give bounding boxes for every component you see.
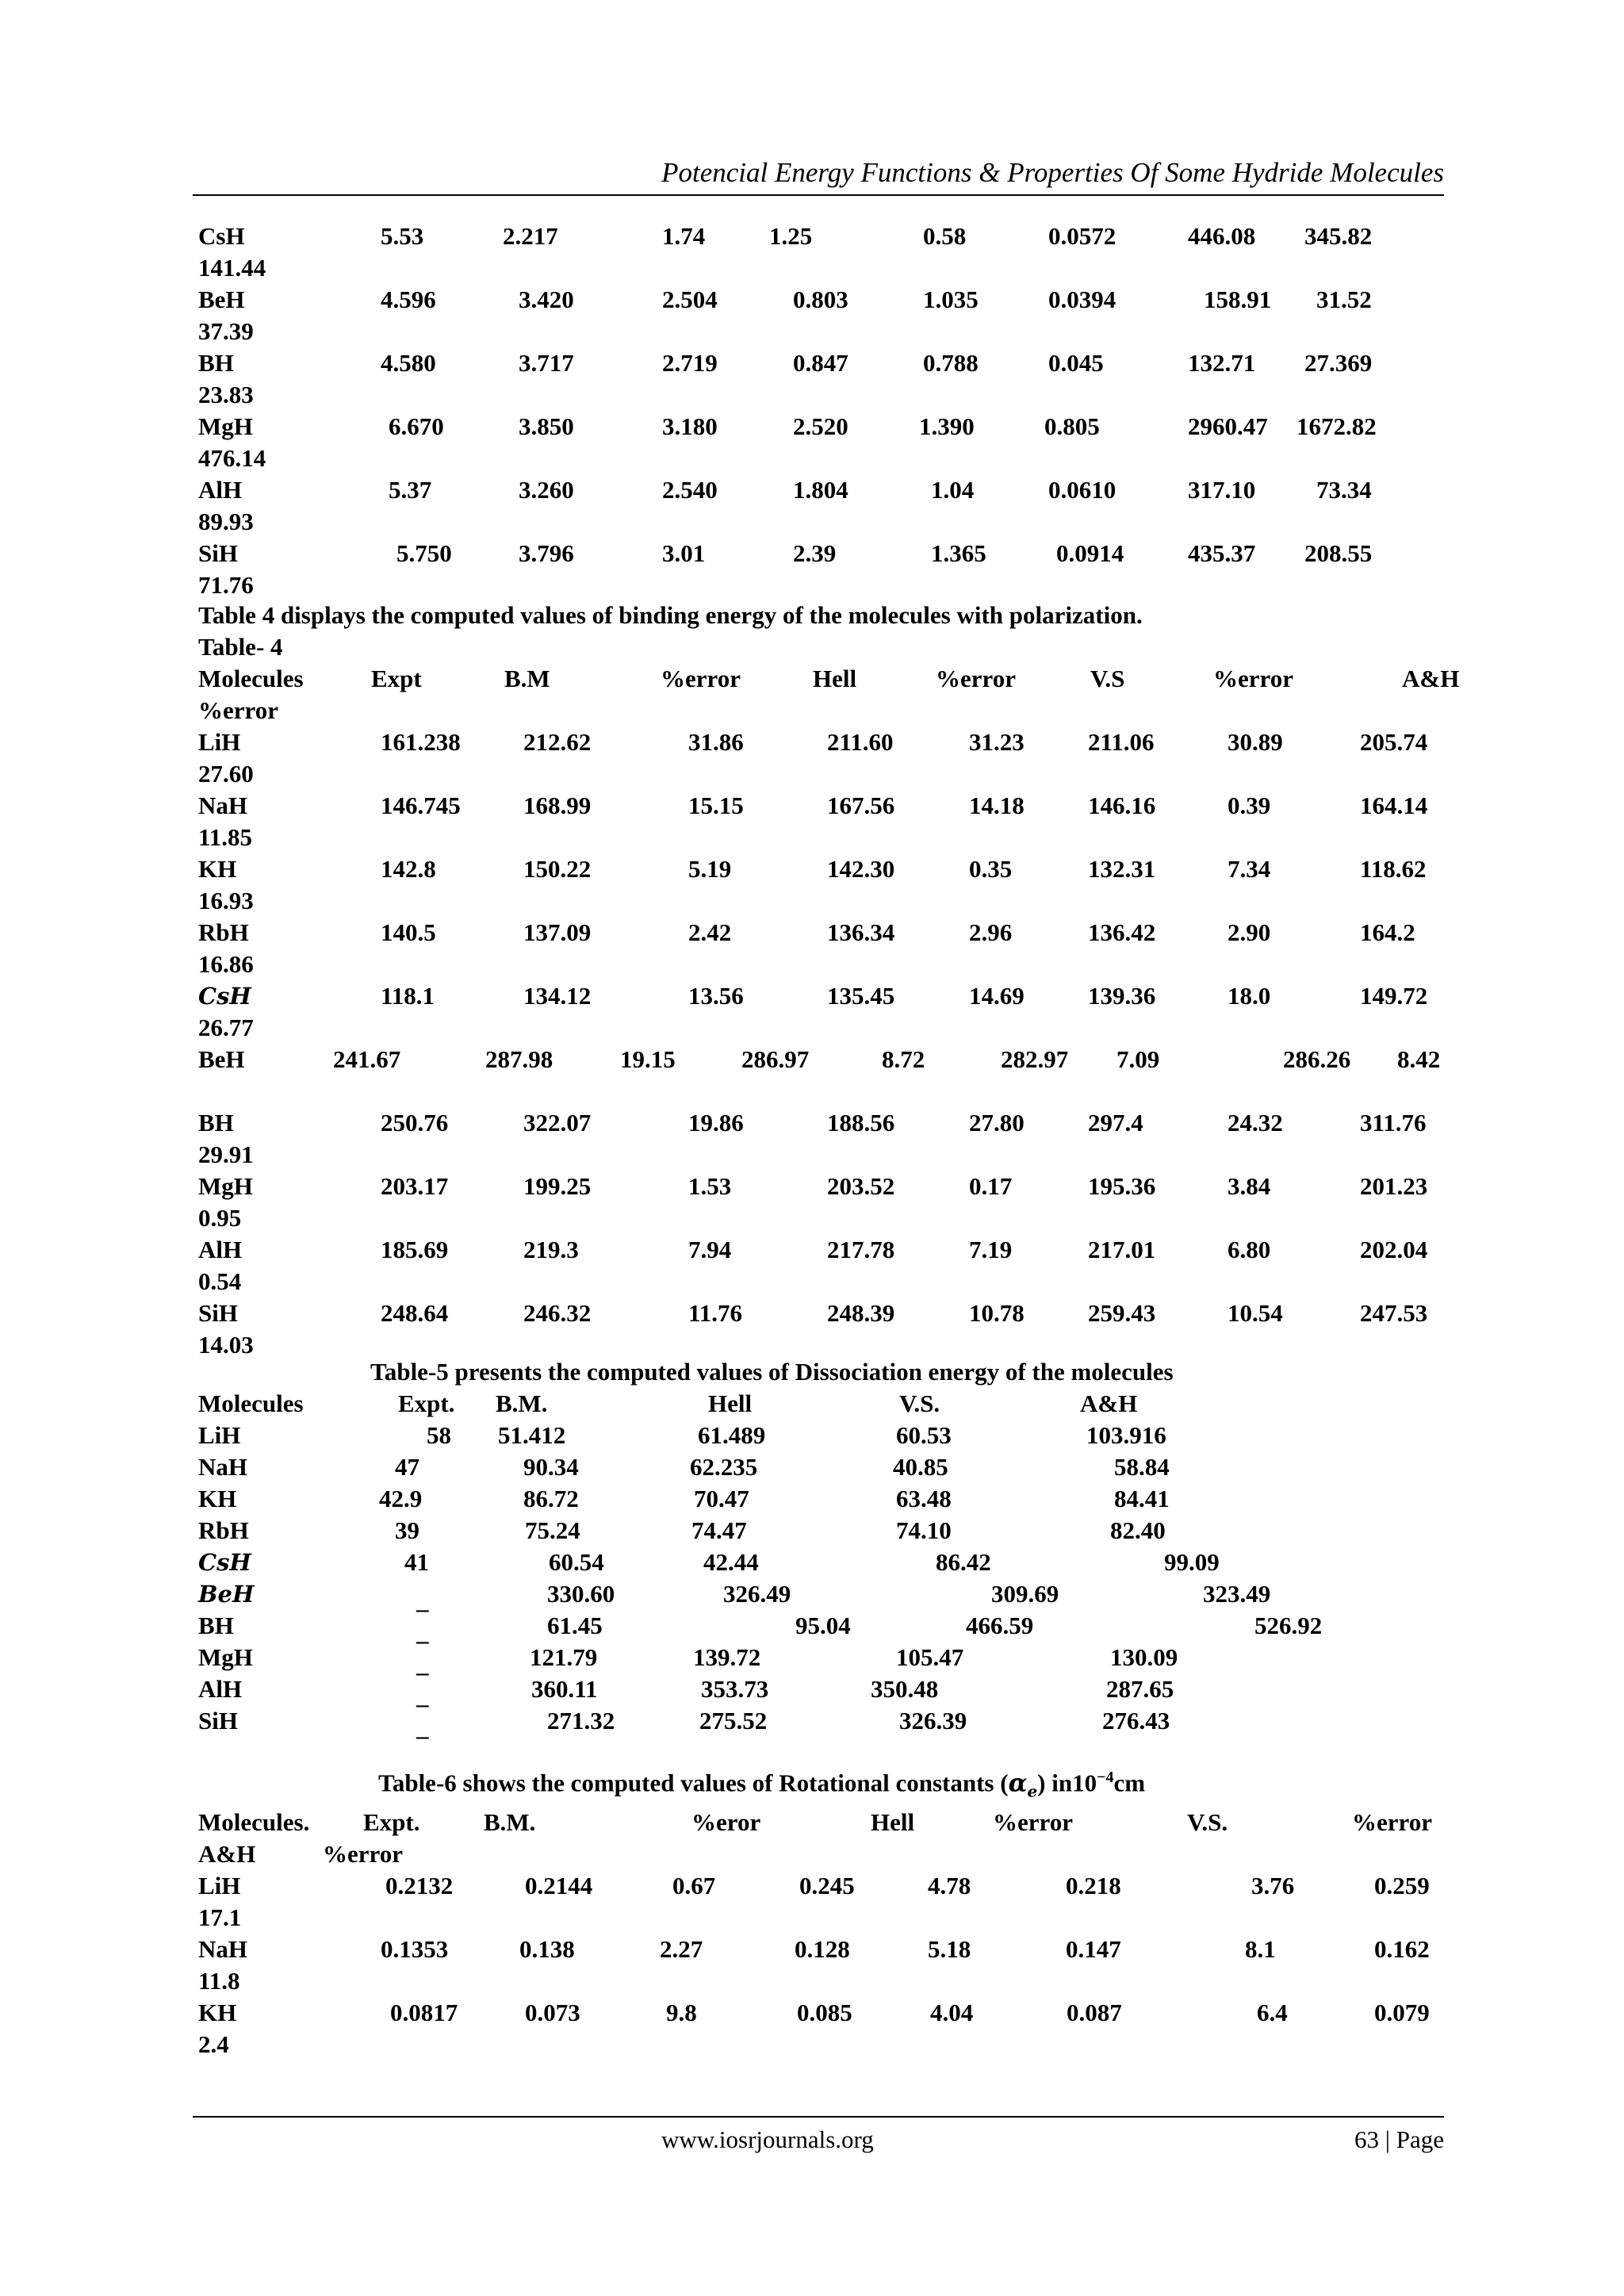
table3-cell: 435.37 bbox=[1188, 539, 1256, 567]
table5-cell: 330.60 bbox=[547, 1580, 615, 1608]
table4-cell-wrapped: 16.86 bbox=[198, 950, 254, 978]
table4-cell: 164.14 bbox=[1360, 792, 1428, 819]
table4-cell-wrapped: 26.77 bbox=[198, 1014, 254, 1041]
table4-cell: 13.56 bbox=[688, 982, 744, 1010]
table6-cell: 0.085 bbox=[797, 1999, 852, 2026]
table4-cell: 134.12 bbox=[523, 982, 592, 1010]
table3-cell: 0.788 bbox=[923, 349, 979, 377]
table6-header-wrapped: A&H bbox=[198, 1840, 256, 1868]
table6-row-label: LiH bbox=[198, 1872, 241, 1899]
table5-row-label: LiH bbox=[198, 1421, 241, 1449]
table6-cell: 8.1 bbox=[1245, 1935, 1276, 1963]
table4-cell: 219.3 bbox=[523, 1236, 579, 1263]
table6-header: %error bbox=[993, 1808, 1073, 1836]
table4-cell: 286.97 bbox=[741, 1045, 810, 1073]
table5-cell: _ bbox=[416, 1713, 429, 1741]
table4-header: %error bbox=[936, 665, 1016, 692]
table4-cell: 14.18 bbox=[969, 792, 1025, 819]
table5-header: A&H bbox=[1080, 1389, 1138, 1417]
table3-cell: 1.04 bbox=[931, 476, 975, 504]
table5-cell: 82.40 bbox=[1110, 1516, 1166, 1544]
table4-cell: 142.30 bbox=[827, 855, 895, 883]
table6-cell: 5.18 bbox=[928, 1935, 971, 1963]
table3-cell: 73.34 bbox=[1316, 476, 1372, 504]
table3-cell: 0.803 bbox=[793, 286, 848, 313]
table3-cell: 2960.47 bbox=[1188, 412, 1268, 440]
table3-cell: 0.045 bbox=[1048, 349, 1104, 377]
table3-cell: 4.580 bbox=[381, 349, 436, 377]
table3-cell: 3.420 bbox=[519, 286, 574, 313]
table3-cell: 3.01 bbox=[662, 539, 706, 567]
table4-cell: 6.80 bbox=[1228, 1236, 1271, 1263]
table4-cell: 164.2 bbox=[1360, 918, 1415, 946]
table5-cell: 95.04 bbox=[795, 1612, 851, 1639]
table5-cell: _ bbox=[416, 1586, 429, 1614]
table5-header: Hell bbox=[708, 1389, 753, 1417]
table3-cell: 4.596 bbox=[381, 286, 436, 313]
table4-header: %error bbox=[1213, 665, 1293, 692]
table6-cell-wrapped: 11.8 bbox=[198, 1967, 240, 1995]
table6-header: Hell bbox=[871, 1808, 915, 1836]
table4-cell: 142.8 bbox=[381, 855, 436, 883]
table3-row-label: CsH bbox=[198, 222, 245, 250]
table4-cell: 15.15 bbox=[688, 792, 744, 819]
table4-header: V.S bbox=[1090, 665, 1125, 692]
table3-cell: 2.217 bbox=[503, 222, 558, 250]
table4-cell: 203.17 bbox=[381, 1172, 449, 1200]
table5-cell: 90.34 bbox=[523, 1453, 579, 1481]
table4-cell: 0.35 bbox=[969, 855, 1013, 883]
table4-row-label: AlH bbox=[198, 1236, 243, 1263]
table3-cell-wrapped: 23.83 bbox=[198, 381, 254, 408]
table4-cell: 7.94 bbox=[688, 1236, 732, 1263]
table5-cell: _ bbox=[416, 1650, 429, 1677]
table4-header: Expt bbox=[371, 665, 422, 692]
table4-cell: 7.34 bbox=[1228, 855, 1271, 883]
table4-cell: 0.39 bbox=[1228, 792, 1271, 819]
table4-cell: 10.78 bbox=[969, 1299, 1025, 1327]
table4-cell: 322.07 bbox=[523, 1109, 592, 1137]
table3-cell: 1672.82 bbox=[1297, 412, 1377, 440]
table5-cell: 41 bbox=[404, 1548, 429, 1576]
table5-cell: 74.47 bbox=[691, 1516, 747, 1544]
table4-cell: 19.15 bbox=[620, 1045, 676, 1073]
table4-cell: 136.42 bbox=[1088, 918, 1156, 946]
table4-cell: 10.54 bbox=[1228, 1299, 1283, 1327]
table5-cell: 326.49 bbox=[723, 1580, 791, 1608]
table3-cell: 2.540 bbox=[662, 476, 718, 504]
table4-cell: 7.09 bbox=[1116, 1045, 1160, 1073]
table5-cell: 70.47 bbox=[694, 1485, 749, 1512]
footer-page-number: 63 | Page bbox=[1354, 2125, 1444, 2153]
table5-cell: 40.85 bbox=[893, 1453, 948, 1481]
table6-header: Molecules. bbox=[198, 1808, 310, 1836]
table4-cell: 150.22 bbox=[523, 855, 592, 883]
table4-row-label: RbH bbox=[198, 918, 249, 946]
table3-cell: 0.58 bbox=[923, 222, 967, 250]
table4-cell: 246.32 bbox=[523, 1299, 592, 1327]
table6-cell: 0.128 bbox=[795, 1935, 850, 1963]
table3-cell: 0.0394 bbox=[1048, 286, 1116, 313]
table4-cell: 168.99 bbox=[523, 792, 592, 819]
table4-cell: 188.56 bbox=[827, 1109, 895, 1137]
table6-cell: 3.76 bbox=[1251, 1872, 1295, 1899]
table5-row-label: AlH bbox=[198, 1675, 243, 1703]
table3-cell: 5.750 bbox=[396, 539, 452, 567]
table5-cell: 42.9 bbox=[379, 1485, 423, 1512]
table4-row-label: CsH bbox=[198, 983, 251, 1010]
table3-cell: 1.804 bbox=[793, 476, 848, 504]
table5-cell: 276.43 bbox=[1102, 1707, 1170, 1734]
table5-cell: 103.916 bbox=[1086, 1421, 1166, 1449]
table5-cell: 58.84 bbox=[1114, 1453, 1170, 1481]
table3-cell: 446.08 bbox=[1188, 222, 1256, 250]
table3-row-label: AlH bbox=[198, 476, 243, 504]
table5-cell: 287.65 bbox=[1106, 1675, 1174, 1703]
table6-header: B.M. bbox=[484, 1808, 536, 1836]
table4-cell: 211.06 bbox=[1088, 728, 1155, 756]
table4-cell-wrapped: 14.03 bbox=[198, 1331, 254, 1359]
table3-cell: 0.0572 bbox=[1048, 222, 1116, 250]
table3-cell-wrapped: 476.14 bbox=[198, 444, 266, 472]
table5-cell: 139.72 bbox=[693, 1643, 761, 1671]
table4-cell: 250.76 bbox=[381, 1109, 449, 1137]
table3-cell: 158.91 bbox=[1204, 286, 1272, 313]
table5-row-label: NaH bbox=[198, 1453, 247, 1481]
table4-row-label: LiH bbox=[198, 728, 241, 756]
table5-cell: 42.44 bbox=[703, 1548, 759, 1576]
table4-cell: 203.52 bbox=[827, 1172, 895, 1200]
table3-cell: 345.82 bbox=[1304, 222, 1373, 250]
table5-cell: 60.53 bbox=[896, 1421, 952, 1449]
table6-row-label: NaH bbox=[198, 1935, 247, 1963]
table4-cell: 11.76 bbox=[688, 1299, 743, 1327]
table6-cell: 0.218 bbox=[1066, 1872, 1121, 1899]
table5-cell: 60.54 bbox=[549, 1548, 604, 1576]
table4-cell: 2.90 bbox=[1228, 918, 1271, 946]
table3-cell: 132.71 bbox=[1188, 349, 1256, 377]
table5-cell: 323.49 bbox=[1203, 1580, 1271, 1608]
table4-header: B.M bbox=[504, 665, 550, 692]
table4-cell-wrapped: 27.60 bbox=[198, 760, 254, 788]
table6-caption: Table-6 shows the computed values of Rotational constants $(\alpha_e)$ $in10^{-4}cm$ bbox=[378, 1769, 1146, 1801]
table5-row-label: BeH bbox=[198, 1581, 255, 1608]
table4-cell: 14.69 bbox=[969, 982, 1025, 1010]
table3-cell-wrapped: 37.39 bbox=[198, 317, 254, 345]
table4-cell: 282.97 bbox=[1001, 1045, 1069, 1073]
table5-header: B.M. bbox=[496, 1389, 548, 1417]
table4-cell: 195.36 bbox=[1088, 1172, 1156, 1200]
footer-website: www.iosrjournals.org bbox=[661, 2125, 874, 2153]
table3-cell: 0.0914 bbox=[1056, 539, 1124, 567]
table4-cell: 287.98 bbox=[485, 1045, 553, 1073]
table5-cell: 309.69 bbox=[991, 1580, 1059, 1608]
table4-cell: 8.72 bbox=[882, 1045, 925, 1073]
table5-cell: 360.11 bbox=[531, 1675, 598, 1703]
table4-cell: 167.56 bbox=[827, 792, 895, 819]
table3-cell: 2.520 bbox=[793, 412, 848, 440]
table4-cell-wrapped: 0.95 bbox=[198, 1204, 242, 1232]
running-header: Potencial Energy Functions & Properties Of Some Hydride Molecules bbox=[661, 157, 1444, 188]
table4-row-label: BeH bbox=[198, 1045, 245, 1073]
table6-row-label: KH bbox=[198, 1999, 237, 2026]
table4-row-label: KH bbox=[198, 855, 237, 883]
table5-row-label: MgH bbox=[198, 1643, 253, 1671]
table5-cell: 275.52 bbox=[699, 1707, 768, 1734]
table6-cell: 0.073 bbox=[525, 1999, 580, 2026]
table3-cell: 3.796 bbox=[519, 539, 574, 567]
table6-header: Expt. bbox=[363, 1808, 420, 1836]
table4-cell: 146.745 bbox=[381, 792, 461, 819]
table6-cell-wrapped: 2.4 bbox=[198, 2030, 229, 2058]
table6-cell: 0.162 bbox=[1374, 1935, 1430, 1963]
table5-cell: 74.10 bbox=[896, 1516, 952, 1544]
table4-cell: 2.96 bbox=[969, 918, 1013, 946]
table5-cell: 62.235 bbox=[690, 1453, 758, 1481]
table5-cell: 353.73 bbox=[701, 1675, 769, 1703]
table3-row-label: SiH bbox=[198, 539, 238, 567]
table4-header: A&H bbox=[1402, 665, 1460, 692]
table4-cell: 202.04 bbox=[1360, 1236, 1428, 1263]
table3-cell-wrapped: 89.93 bbox=[198, 508, 254, 535]
table5-cell: 61.489 bbox=[698, 1421, 766, 1449]
table4-row-label: NaH bbox=[198, 792, 247, 819]
table4-cell: 135.45 bbox=[827, 982, 895, 1010]
table3-row-label: BH bbox=[198, 349, 234, 377]
table4-cell: 161.238 bbox=[381, 728, 461, 756]
table4-intro: Table 4 displays the computed values of binding energy of the molecules with polarization. bbox=[198, 601, 1143, 629]
table6-cell: 0.67 bbox=[672, 1872, 716, 1899]
table3-cell: 5.53 bbox=[381, 222, 424, 250]
table5-caption: Table-5 presents the computed values of Dissociation energy of the molecules bbox=[370, 1358, 1174, 1386]
table4-cell: 2.42 bbox=[688, 918, 732, 946]
table5-row-label: KH bbox=[198, 1485, 237, 1512]
table4-cell: 185.69 bbox=[381, 1236, 449, 1263]
table4-cell: 212.62 bbox=[523, 728, 592, 756]
table3-cell: 27.369 bbox=[1304, 349, 1373, 377]
table6-cell: 0.2132 bbox=[385, 1872, 454, 1899]
table4-header: Hell bbox=[813, 665, 857, 692]
table3-cell-wrapped: 141.44 bbox=[198, 254, 266, 282]
table4-cell: 7.19 bbox=[969, 1236, 1013, 1263]
table5-cell: 350.48 bbox=[871, 1675, 939, 1703]
table5-cell: 86.72 bbox=[523, 1485, 579, 1512]
table5-cell: 326.39 bbox=[899, 1707, 967, 1734]
table5-cell: _ bbox=[416, 1618, 429, 1646]
table6-cell: 0.259 bbox=[1374, 1872, 1430, 1899]
table4-row-label: BH bbox=[198, 1109, 234, 1137]
table3-cell: 3.717 bbox=[519, 349, 574, 377]
table4-cell: 205.74 bbox=[1360, 728, 1428, 756]
table5-cell: 271.32 bbox=[547, 1707, 615, 1734]
table4-cell: 31.86 bbox=[688, 728, 744, 756]
table4-cell: 27.80 bbox=[969, 1109, 1025, 1137]
table4-cell: 19.86 bbox=[688, 1109, 744, 1137]
table4-header: Molecules bbox=[198, 665, 304, 692]
table5-cell: 86.42 bbox=[936, 1548, 991, 1576]
table4-header: %error bbox=[661, 665, 741, 692]
table4-cell: 5.19 bbox=[688, 855, 732, 883]
table5-cell: 105.47 bbox=[896, 1643, 964, 1671]
table3-cell: 1.365 bbox=[931, 539, 986, 567]
table4-cell: 248.39 bbox=[827, 1299, 895, 1327]
table3-cell: 5.37 bbox=[389, 476, 432, 504]
table3-cell: 1.74 bbox=[662, 222, 706, 250]
table4-cell: 3.84 bbox=[1228, 1172, 1271, 1200]
table5-cell: _ bbox=[416, 1681, 429, 1709]
table6-cell: 0.2144 bbox=[525, 1872, 593, 1899]
table5-header: V.S. bbox=[899, 1389, 940, 1417]
table4-row-label: SiH bbox=[198, 1299, 238, 1327]
footer-rule bbox=[193, 2116, 1444, 2118]
table6-cell: 0.245 bbox=[799, 1872, 855, 1899]
table5-cell: 84.41 bbox=[1114, 1485, 1170, 1512]
table3-row-label: MgH bbox=[198, 412, 253, 440]
table4-cell: 217.01 bbox=[1088, 1236, 1156, 1263]
table3-cell: 3.180 bbox=[662, 412, 718, 440]
table4-cell: 137.09 bbox=[523, 918, 592, 946]
table3-row-label: BeH bbox=[198, 286, 245, 313]
table5-row-label: CsH bbox=[198, 1549, 251, 1576]
table4-cell-wrapped: 11.85 bbox=[198, 823, 253, 851]
table4-cell: 201.23 bbox=[1360, 1172, 1428, 1200]
table3-cell: 2.39 bbox=[793, 539, 837, 567]
table6-cell: 6.4 bbox=[1257, 1999, 1288, 2026]
table4-cell: 286.26 bbox=[1283, 1045, 1351, 1073]
table4-cell: 118.62 bbox=[1360, 855, 1427, 883]
table4-cell: 199.25 bbox=[523, 1172, 592, 1200]
table4-cell: 217.78 bbox=[827, 1236, 895, 1263]
table6-header: %eror bbox=[691, 1808, 761, 1836]
table6-header-wrapped: %error bbox=[323, 1840, 403, 1868]
table5-cell: 39 bbox=[395, 1516, 419, 1544]
table4-cell: 139.36 bbox=[1088, 982, 1156, 1010]
table6-cell: 4.04 bbox=[930, 1999, 974, 2026]
table6-cell: 2.27 bbox=[660, 1935, 703, 1963]
table5-row-label: RbH bbox=[198, 1516, 249, 1544]
table5-cell: 121.79 bbox=[530, 1643, 598, 1671]
table5-row-label: BH bbox=[198, 1612, 234, 1639]
table6-cell: 0.079 bbox=[1374, 1999, 1430, 2026]
table4-cell: 8.42 bbox=[1397, 1045, 1441, 1073]
table6-cell: 0.1353 bbox=[381, 1935, 449, 1963]
table5-cell: 51.412 bbox=[498, 1421, 566, 1449]
table4-cell: 30.89 bbox=[1228, 728, 1283, 756]
table4-cell: 118.1 bbox=[381, 982, 435, 1010]
table4-cell: 24.32 bbox=[1228, 1109, 1283, 1137]
table3-cell: 317.10 bbox=[1188, 476, 1256, 504]
table6-cell: 9.8 bbox=[666, 1999, 697, 2026]
table5-header: Molecules bbox=[198, 1389, 304, 1417]
table6-cell-wrapped: 17.1 bbox=[198, 1903, 242, 1931]
table5-row-label: SiH bbox=[198, 1707, 238, 1734]
table3-cell-wrapped: 71.76 bbox=[198, 571, 254, 599]
table4-cell: 248.64 bbox=[381, 1299, 449, 1327]
table3-cell: 6.670 bbox=[389, 412, 444, 440]
table4-cell: 211.60 bbox=[827, 728, 894, 756]
table3-cell: 31.52 bbox=[1316, 286, 1372, 313]
table5-cell: 130.09 bbox=[1110, 1643, 1178, 1671]
table4-cell: 140.5 bbox=[381, 918, 436, 946]
table4-cell-wrapped: 0.54 bbox=[198, 1267, 242, 1295]
table4-cell: 1.53 bbox=[688, 1172, 732, 1200]
table4-cell-wrapped: 29.91 bbox=[198, 1140, 254, 1168]
table5-cell: 526.92 bbox=[1254, 1612, 1323, 1639]
table4-cell: 0.17 bbox=[969, 1172, 1013, 1200]
table4-cell: 31.23 bbox=[969, 728, 1025, 756]
table6-header: V.S. bbox=[1187, 1808, 1228, 1836]
table4-cell: 136.34 bbox=[827, 918, 895, 946]
table3-cell: 1.390 bbox=[919, 412, 975, 440]
table4-cell: 146.16 bbox=[1088, 792, 1156, 819]
table3-cell: 2.719 bbox=[662, 349, 718, 377]
table6-header: %error bbox=[1352, 1808, 1432, 1836]
table4-header-wrapped: %error bbox=[198, 696, 278, 724]
table5-cell: 58 bbox=[427, 1421, 451, 1449]
table4-cell: 241.67 bbox=[333, 1045, 401, 1073]
table4-cell: 132.31 bbox=[1088, 855, 1156, 883]
header-rule bbox=[193, 194, 1444, 196]
table5-cell: 466.59 bbox=[966, 1612, 1034, 1639]
table6-cell: 0.147 bbox=[1066, 1935, 1121, 1963]
table3-cell: 1.25 bbox=[769, 222, 813, 250]
table3-cell: 0.0610 bbox=[1048, 476, 1116, 504]
table4-label: Table- 4 bbox=[198, 633, 283, 661]
table5-cell: 63.48 bbox=[896, 1485, 952, 1512]
table4-cell: 247.53 bbox=[1360, 1299, 1428, 1327]
table6-cell: 4.78 bbox=[928, 1872, 971, 1899]
table3-cell: 1.035 bbox=[923, 286, 979, 313]
table5-cell: 47 bbox=[395, 1453, 419, 1481]
table3-cell: 2.504 bbox=[662, 286, 718, 313]
table4-cell: 311.76 bbox=[1360, 1109, 1427, 1137]
table4-row-label: MgH bbox=[198, 1172, 253, 1200]
table6-cell: 0.087 bbox=[1067, 1999, 1122, 2026]
table4-cell-wrapped: 16.93 bbox=[198, 887, 254, 914]
table5-cell: 61.45 bbox=[547, 1612, 603, 1639]
table4-cell: 149.72 bbox=[1360, 982, 1428, 1010]
table4-cell: 18.0 bbox=[1228, 982, 1271, 1010]
table3-cell: 3.850 bbox=[519, 412, 574, 440]
table3-cell: 3.260 bbox=[519, 476, 574, 504]
table5-cell: 99.09 bbox=[1164, 1548, 1220, 1576]
table6-cell: 0.138 bbox=[519, 1935, 575, 1963]
table3-cell: 0.847 bbox=[793, 349, 848, 377]
table4-cell: 297.4 bbox=[1088, 1109, 1143, 1137]
table6-cell: 0.0817 bbox=[390, 1999, 458, 2026]
table3-cell: 208.55 bbox=[1304, 539, 1373, 567]
table4-cell: 259.43 bbox=[1088, 1299, 1156, 1327]
table3-cell: 0.805 bbox=[1044, 412, 1100, 440]
table5-cell: 75.24 bbox=[525, 1516, 580, 1544]
table5-header: Expt. bbox=[398, 1389, 455, 1417]
